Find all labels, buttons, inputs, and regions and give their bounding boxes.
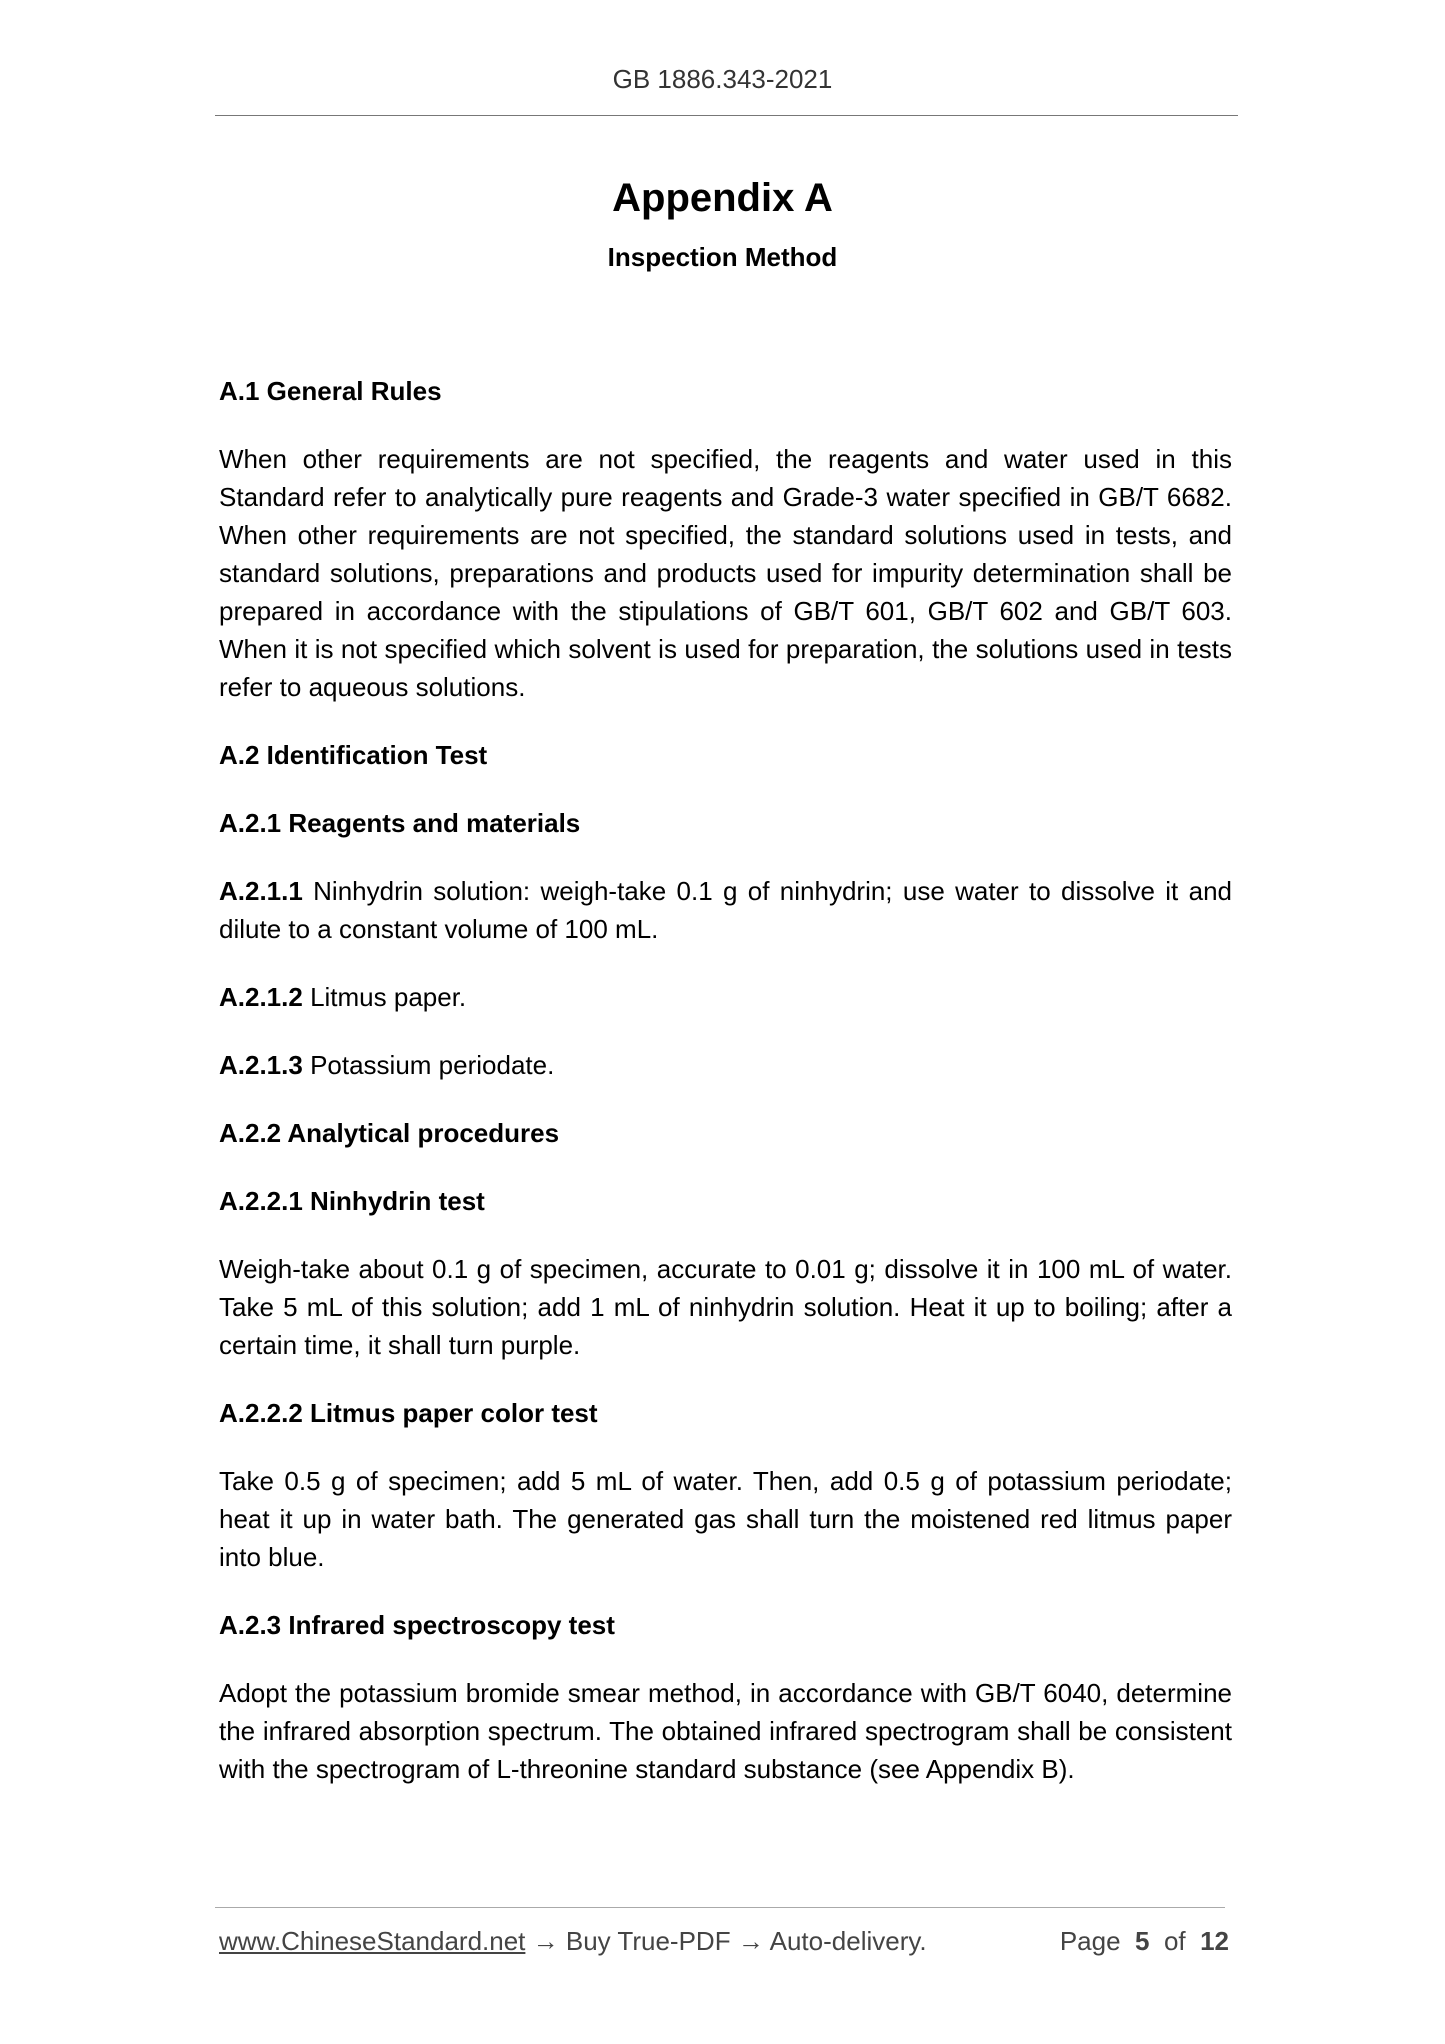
page-indicator: [1060, 1926, 1229, 1957]
section-a21-heading: A.2.1 Reagents and materials: [219, 808, 581, 838]
document-body: [219, 372, 1232, 1788]
of-label: of: [1163, 1926, 1186, 1956]
page-label: Page: [1059, 1926, 1121, 1956]
section-a2-heading: A.2 Identification Test: [219, 740, 488, 770]
page-number: 5: [1135, 1926, 1150, 1956]
item-a213-text: Potassium periodate.: [310, 1050, 555, 1080]
section-a1-body: When other requirements are not specified, the reagents and water used in this Standard refer to analytically pure reagents and Grade-3 water specified in GB/T 6682. When other requirements are not specified, the standard solutions used in tests, and standard solutions, preparations and products used for impurity determination shall be prepared in accordance with the stipulations of GB/T 601, GB/T 602 and GB/T 603. When it is not specified which solvent is used for preparation, the solutions used in tests refer to aqueous solutions.: [219, 444, 1232, 702]
section-a23-body: Adopt the potassium bromide smear method, in accordance with GB/T 6040, determine the infrared absorption spectrum. The obtained infrared spectrogram shall be consistent with the spectrogram of L-threonine standard substance (see Appendix B).: [219, 1678, 1232, 1784]
item-a212-text: Litmus paper.: [310, 982, 467, 1012]
item-a213: [219, 1046, 1232, 1084]
appendix-subtitle: Inspection Method: [607, 242, 838, 272]
section-a222-body: Take 0.5 g of specimen; add 5 mL of water. Then, add 0.5 g of potassium periodate; heat it up in water bath. The generated gas shall turn the moistened red litmus paper into blue.: [219, 1466, 1232, 1572]
auto-delivery-text: Auto-delivery.: [769, 1926, 927, 1956]
footer-promo: [219, 1926, 927, 1957]
arrow-right-icon: →: [737, 1926, 764, 1956]
item-a211-number: A.2.1.1: [219, 876, 303, 906]
document-code-header: GB 1886.343-2021: [612, 64, 833, 94]
section-a1-heading: A.1 General Rules: [219, 376, 442, 406]
section-a22-heading: A.2.2 Analytical procedures: [219, 1118, 560, 1148]
item-a212: [219, 978, 1232, 1016]
section-a221-body: Weigh-take about 0.1 g of specimen, accurate to 0.01 g; dissolve it in 100 mL of water. Take 5 mL of this solution; add 1 mL of ninhydrin solution. Heat it up to boiling; after a certain time, it shall turn purple.: [219, 1254, 1232, 1360]
page-total: 12: [1200, 1926, 1229, 1956]
section-a222-heading: A.2.2.2 Litmus paper color test: [219, 1398, 598, 1428]
item-a211-text: Ninhydrin solution: weigh-take 0.1 g of ninhydrin; use water to dissolve it and dilute to a constant volume of 100 mL.: [219, 876, 1232, 944]
buy-pdf-text: Buy True-PDF: [565, 1926, 731, 1956]
footer-divider: [215, 1907, 1225, 1908]
item-a211: [219, 872, 1232, 948]
header-divider: [215, 115, 1238, 116]
appendix-title: Appendix A: [612, 176, 833, 220]
item-a212-number: A.2.1.2: [219, 982, 303, 1012]
section-a221-heading: A.2.2.1 Ninhydrin test: [219, 1186, 485, 1216]
website-link[interactable]: www.ChineseStandard.net: [219, 1926, 526, 1956]
arrow-right-icon: →: [532, 1926, 559, 1956]
item-a213-number: A.2.1.3: [219, 1050, 303, 1080]
section-a23-heading: A.2.3 Infrared spectroscopy test: [219, 1610, 615, 1640]
